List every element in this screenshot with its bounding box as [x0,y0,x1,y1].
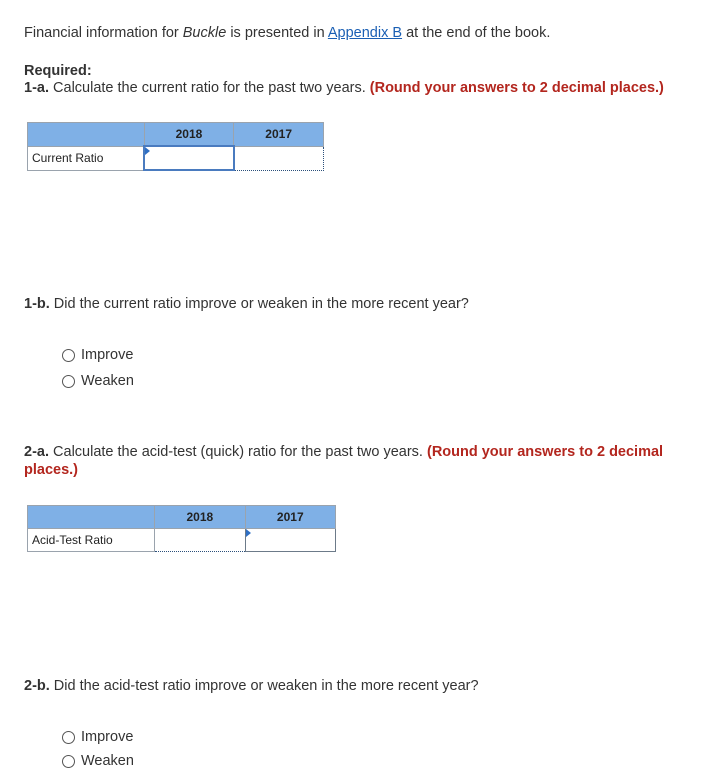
rounding-note: (Round your answers to 2 decimal places.) [369,80,664,96]
acid-test-2017-cell[interactable] [245,529,335,552]
radio-circle-icon[interactable] [62,375,75,388]
row-label-acid-test-ratio: Acid-Test Ratio [28,529,155,552]
question-2a: 2-a. Calculate the acid-test (quick) ratio for the past two years. (Round your answers to 2 decimal places.) [24,444,664,478]
input-flag-icon [145,147,150,155]
table-header-blank [28,506,155,529]
intro-text: Financial information for Buckle is presented in Appendix B at the end of the book. [24,25,551,41]
current-ratio-2017-input[interactable] [235,147,323,170]
table-header-blank [28,123,145,147]
column-header-2017: 2017 [234,123,324,147]
column-header-2017: 2017 [245,506,335,529]
appendix-b-link[interactable]: Appendix B [327,25,403,41]
acid-test-2018-cell[interactable] [155,529,245,552]
row-label-current-ratio: Current Ratio [28,146,145,170]
radio-1b-weaken[interactable]: Weaken [62,373,134,389]
radio-2b-weaken[interactable]: Weaken [62,753,134,769]
current-ratio-table [27,122,324,171]
current-ratio-2017-cell[interactable] [234,146,324,170]
question-1a: 1-a. Calculate the current ratio for the past two years. (Round your answers to 2 decimal places.) [24,80,664,96]
radio-1b-improve[interactable]: Improve [62,347,133,363]
acid-test-2017-input[interactable] [246,529,335,551]
question-1b: 1-b. Did the current ratio improve or weaken in the more recent year? [24,296,469,312]
question-2b: 2-b. Did the acid-test ratio improve or weaken in the more recent year? [24,678,479,694]
column-header-2018: 2018 [155,506,245,529]
column-header-2018: 2018 [144,123,234,147]
rounding-note: (Round your answers to 2 decimal places.) [24,444,664,478]
radio-2b-improve[interactable]: Improve [62,729,133,745]
radio-circle-icon[interactable] [62,731,75,744]
input-flag-icon [246,529,251,537]
radio-circle-icon[interactable] [62,349,75,362]
acid-test-ratio-table [27,505,336,552]
required-heading: Required: [24,63,92,79]
company-name: Buckle [182,25,227,41]
current-ratio-2018-cell[interactable] [144,146,234,170]
acid-test-2018-input[interactable] [155,529,244,551]
current-ratio-2018-input[interactable] [145,147,233,169]
